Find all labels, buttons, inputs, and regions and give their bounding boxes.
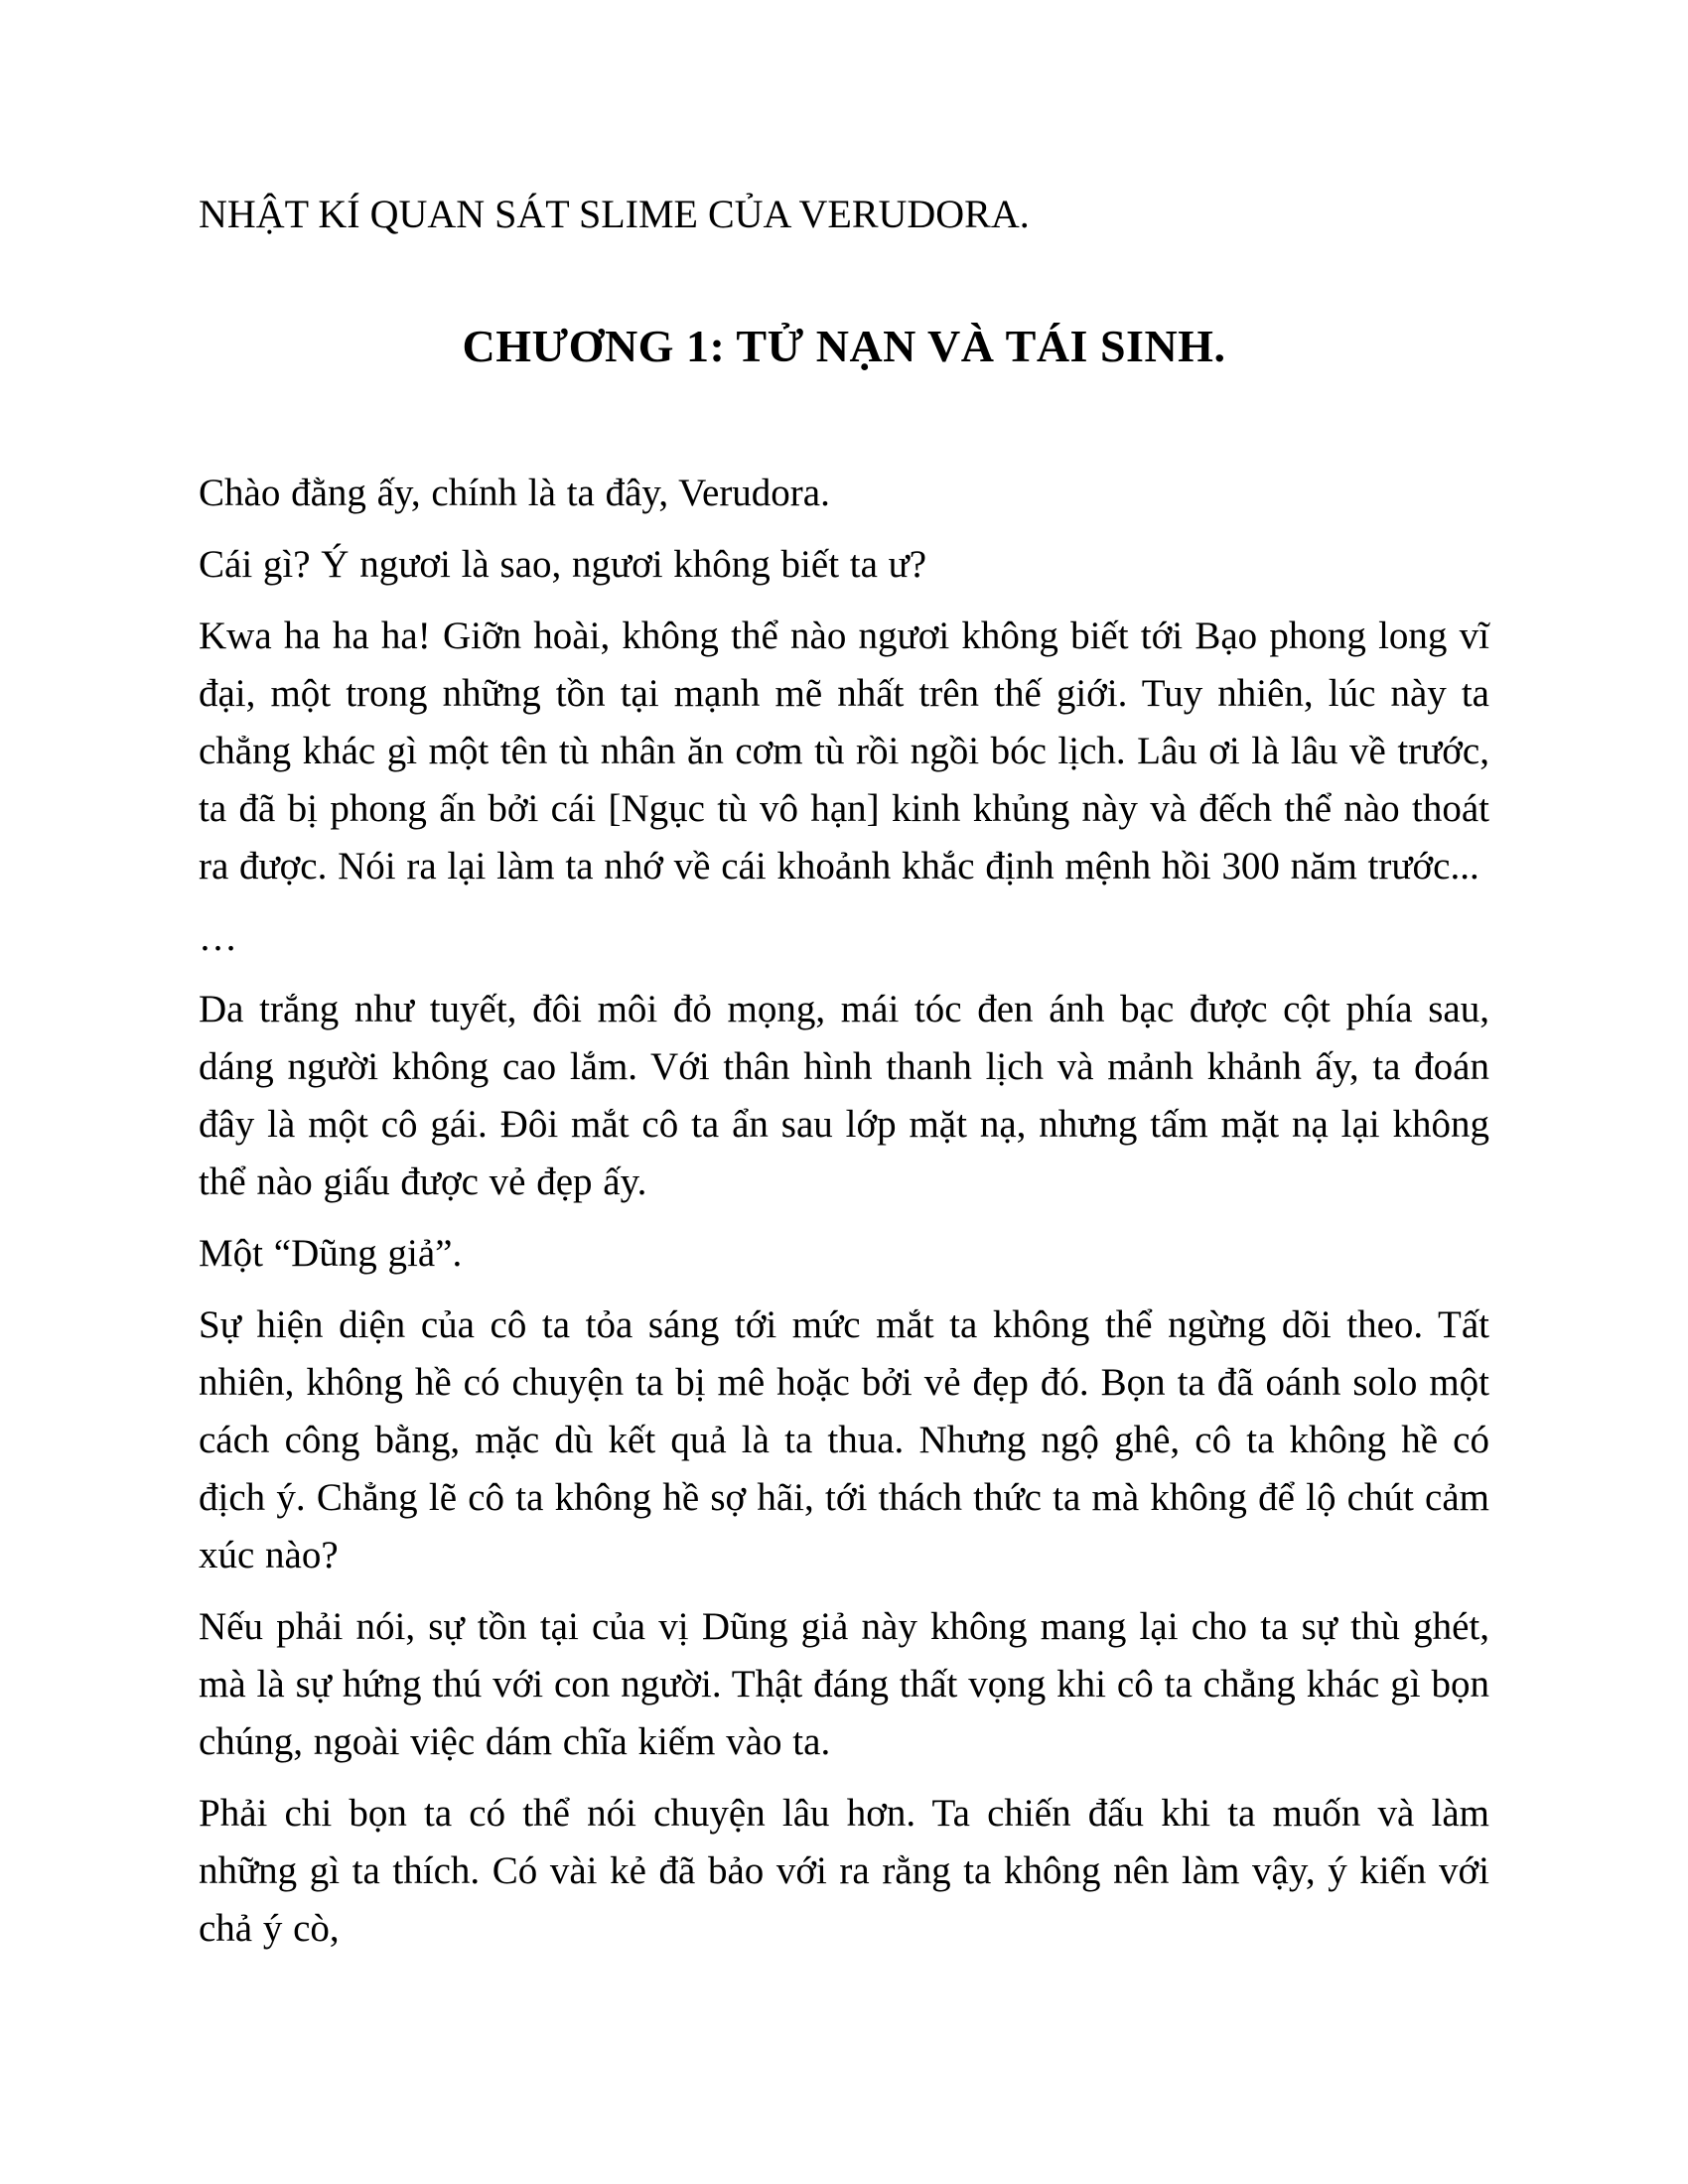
paragraph-ellipsis: … — [199, 916, 237, 959]
paragraph: Cái gì? Ý ngươi là sao, ngươi không biết ta ư? — [199, 543, 927, 586]
chapter-heading: CHƯƠNG 1: TỬ NẠN VÀ TÁI SINH. — [462, 321, 1226, 371]
paragraph: Chào đằng ấy, chính là ta đây, Verudora. — [199, 472, 830, 514]
paragraph: Sự hiện diện của cô ta tỏa sáng tới mức mắt ta không thể ngừng dõi theo. Tất nhiên, không hề có chuyện ta bị mê hoặc bởi vẻ đẹp đó. Bọn ta đã oánh solo một cách công bằng, mặc dù kết quả là ta thua. Nhưng ngộ ghê, cô ta không hề có địch ý. Chẳng lẽ cô ta không hề sợ hãi, tới thách thức ta mà không để lộ chút cảm xúc nào? — [199, 1303, 1489, 1576]
paragraph: Da trắng như tuyết, đôi môi đỏ mọng, mái tóc đen ánh bạc được cột phía sau, dáng người không cao lắm. Với thân hình thanh lịch và mảnh khảnh ấy, ta đoán đây là một cô gái. Đôi mắt cô ta ẩn sau lớp mặt nạ, nhưng tấm mặt nạ lại không thể nào giấu được vẻ đẹp ấy. — [199, 988, 1489, 1203]
paragraph: Một “Dũng giả”. — [199, 1232, 463, 1275]
document-body — [199, 465, 1489, 1958]
paragraph: Phải chi bọn ta có thể nói chuyện lâu hơn. Ta chiến đấu khi ta muốn và làm những gì ta thích. Có vài kẻ đã bảo với ra rằng ta không nên làm vậy, ý kiến với chả ý cò, — [199, 1792, 1489, 1950]
paragraph: Nếu phải nói, sự tồn tại của vị Dũng giả này không mang lại cho ta sự thù ghét, mà là sự hứng thú với con người. Thật đáng thất vọng khi cô ta chẳng khác gì bọn chúng, ngoài việc dám chĩa kiếm vào ta. — [199, 1605, 1489, 1763]
document-title: NHẬT KÍ QUAN SÁT SLIME CỦA VERUDORA. — [199, 192, 1030, 236]
paragraph: Kwa ha ha ha! Giỡn hoài, không thể nào ngươi không biết tới Bạo phong long vĩ đại, một trong những tồn tại mạnh mẽ nhất trên thế giới. Tuy nhiên, lúc này ta chẳng khác gì một tên tù nhân ăn cơm tù rồi ngồi bóc lịch. Lâu ơi là lâu về trước, ta đã bị phong ấn bởi cái [Ngục tù vô hạn] kinh khủng này và đếch thể nào thoát ra được. Nói ra lại làm ta nhớ về cái khoảnh khắc định mệnh hồi 300 năm trước... — [199, 614, 1489, 887]
